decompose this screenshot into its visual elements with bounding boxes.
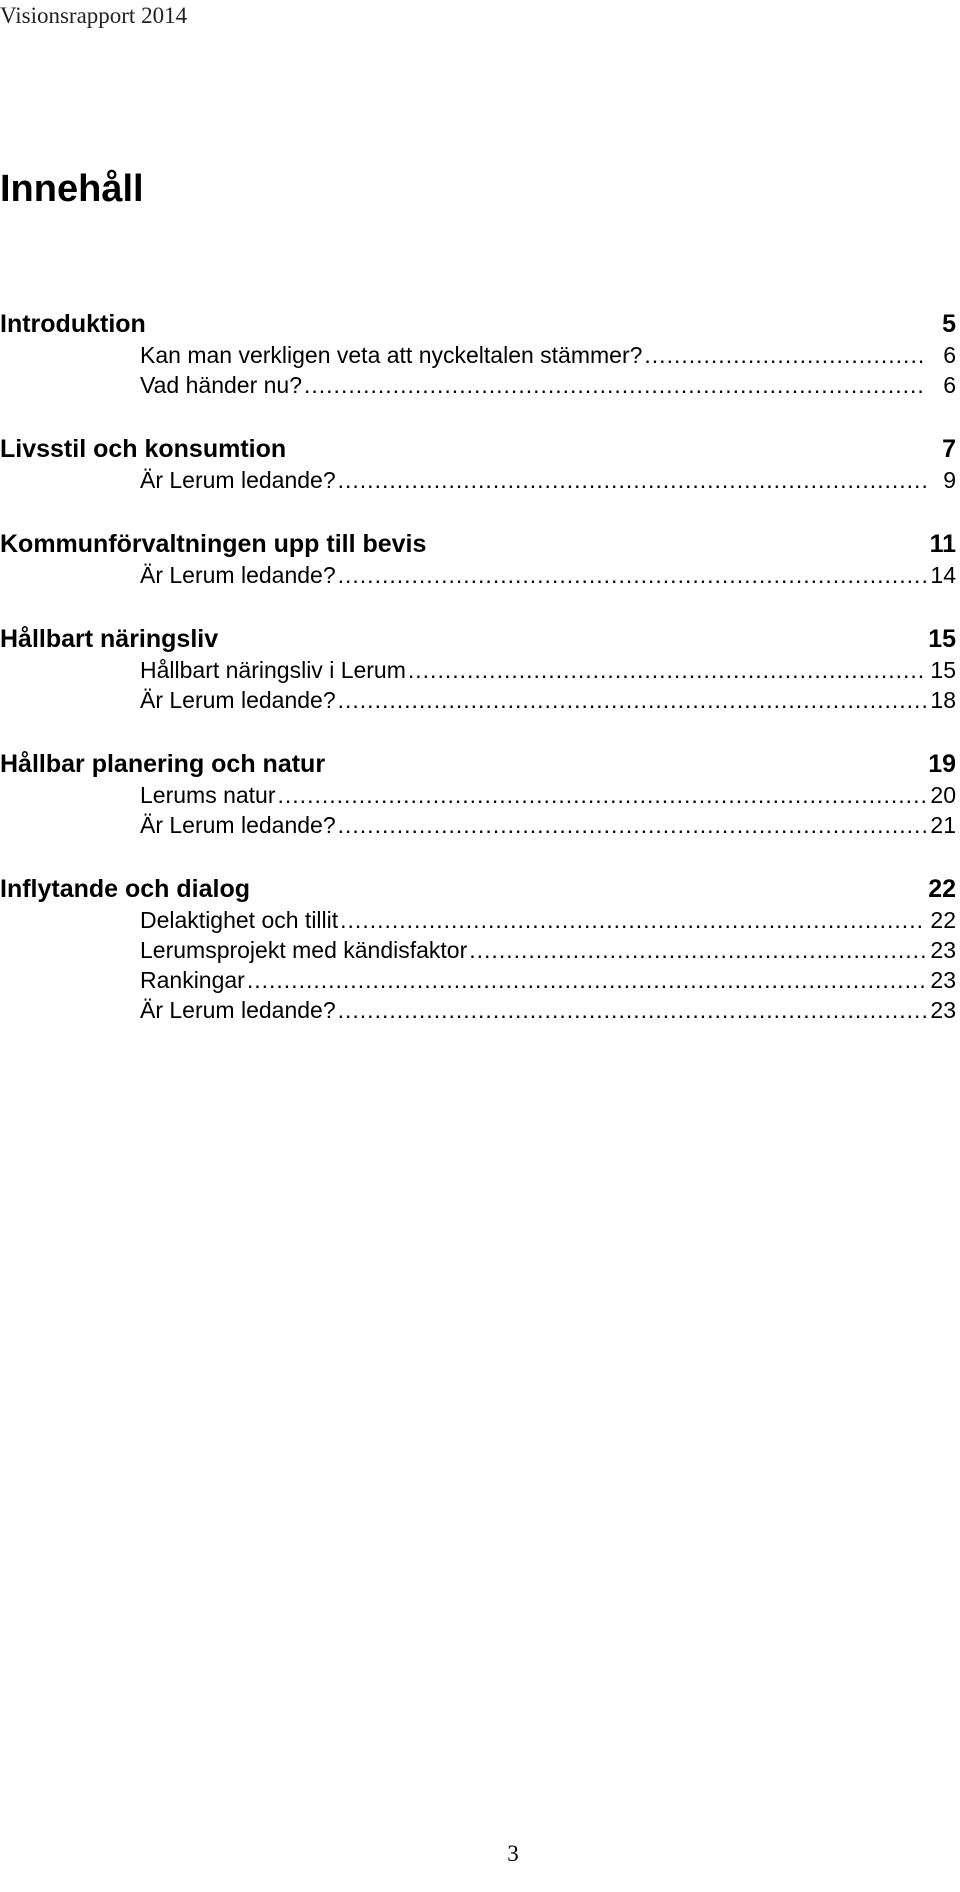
dot-leader xyxy=(247,965,926,995)
dot-leader xyxy=(338,465,926,495)
toc-entry-page: 20 xyxy=(930,782,956,808)
toc-entry-page: 15 xyxy=(930,657,956,683)
toc-entry[interactable] xyxy=(140,965,956,995)
toc-entry-label: Är Lerum ledande? xyxy=(140,562,336,588)
page-title: Innehåll xyxy=(0,168,144,210)
toc-entry-page: 6 xyxy=(943,342,956,368)
dot-leader xyxy=(644,340,926,370)
dot-leader xyxy=(338,685,926,715)
toc-section xyxy=(0,623,956,715)
toc-entry-page: 14 xyxy=(930,562,956,588)
toc-entry[interactable] xyxy=(140,935,956,965)
page-number: 3 xyxy=(507,1841,519,1866)
toc-entry[interactable] xyxy=(140,340,956,370)
toc-entry-page: 23 xyxy=(930,997,956,1023)
toc-section xyxy=(0,433,956,495)
toc-heading-page: 11 xyxy=(929,530,956,558)
toc-entry-label: Är Lerum ledande? xyxy=(140,997,336,1023)
toc-section xyxy=(0,528,956,590)
toc-entry[interactable] xyxy=(140,810,956,840)
running-header: Visionsrapport 2014 xyxy=(0,3,188,28)
toc-heading-page: 7 xyxy=(942,435,956,463)
toc-entry-page: 23 xyxy=(930,937,956,963)
dot-leader xyxy=(340,905,926,935)
toc-entry-label: Är Lerum ledande? xyxy=(140,687,336,713)
toc-entry-page: 6 xyxy=(943,372,956,398)
toc-heading-page: 19 xyxy=(928,750,956,778)
dot-leader xyxy=(408,655,926,685)
toc-heading[interactable] xyxy=(0,528,956,560)
dot-leader xyxy=(338,810,926,840)
toc-heading[interactable] xyxy=(0,308,956,340)
toc-entry-label: Hållbart näringsliv i Lerum xyxy=(140,657,406,683)
toc-heading-title: Hållbart näringsliv xyxy=(0,625,219,653)
toc-heading-title: Introduktion xyxy=(0,310,146,338)
toc-entry-page: 9 xyxy=(943,467,956,493)
toc-entry[interactable] xyxy=(140,560,956,590)
toc-entry-label: Är Lerum ledande? xyxy=(140,812,336,838)
toc-entry-page: 18 xyxy=(930,687,956,713)
toc-heading-page: 22 xyxy=(928,875,956,903)
toc-entry[interactable] xyxy=(140,995,956,1025)
toc-section xyxy=(0,873,956,1025)
toc-entry-label: Är Lerum ledande? xyxy=(140,467,336,493)
toc-entry-page: 22 xyxy=(930,907,956,933)
dot-leader xyxy=(338,995,926,1025)
toc-entry-page: 23 xyxy=(930,967,956,993)
toc-entry-label: Rankingar xyxy=(140,967,245,993)
dot-leader xyxy=(278,780,926,810)
toc-entry[interactable] xyxy=(140,370,956,400)
toc-entry-label: Kan man verkligen veta att nyckeltalen stämmer? xyxy=(140,342,643,368)
toc-heading[interactable] xyxy=(0,623,956,655)
toc-heading[interactable] xyxy=(0,433,956,465)
dot-leader xyxy=(304,370,926,400)
toc-entry-page: 21 xyxy=(930,812,956,838)
toc-entry[interactable] xyxy=(140,465,956,495)
toc-section xyxy=(0,748,956,840)
toc-entry-label: Vad händer nu? xyxy=(140,372,302,398)
toc-heading-title: Inflytande och dialog xyxy=(0,875,251,903)
toc-entry[interactable] xyxy=(140,780,956,810)
toc-entry[interactable] xyxy=(140,905,956,935)
toc-heading-page: 5 xyxy=(942,310,956,338)
toc-entry-label: Lerums natur xyxy=(140,782,276,808)
toc-section xyxy=(0,308,956,400)
toc-entry[interactable] xyxy=(140,685,956,715)
toc-entry[interactable] xyxy=(140,655,956,685)
toc-heading[interactable] xyxy=(0,873,956,905)
toc-heading-page: 15 xyxy=(928,625,956,653)
toc-heading[interactable] xyxy=(0,748,956,780)
table-of-contents xyxy=(0,308,956,1058)
toc-entry-label: Lerumsprojekt med kändisfaktor xyxy=(140,937,468,963)
dot-leader xyxy=(338,560,926,590)
toc-heading-title: Livsstil och konsumtion xyxy=(0,435,287,463)
toc-entry-label: Delaktighet och tillit xyxy=(140,907,339,933)
dot-leader xyxy=(469,935,926,965)
toc-heading-title: Hållbar planering och natur xyxy=(0,750,326,778)
toc-heading-title: Kommunförvaltningen upp till bevis xyxy=(0,530,427,558)
